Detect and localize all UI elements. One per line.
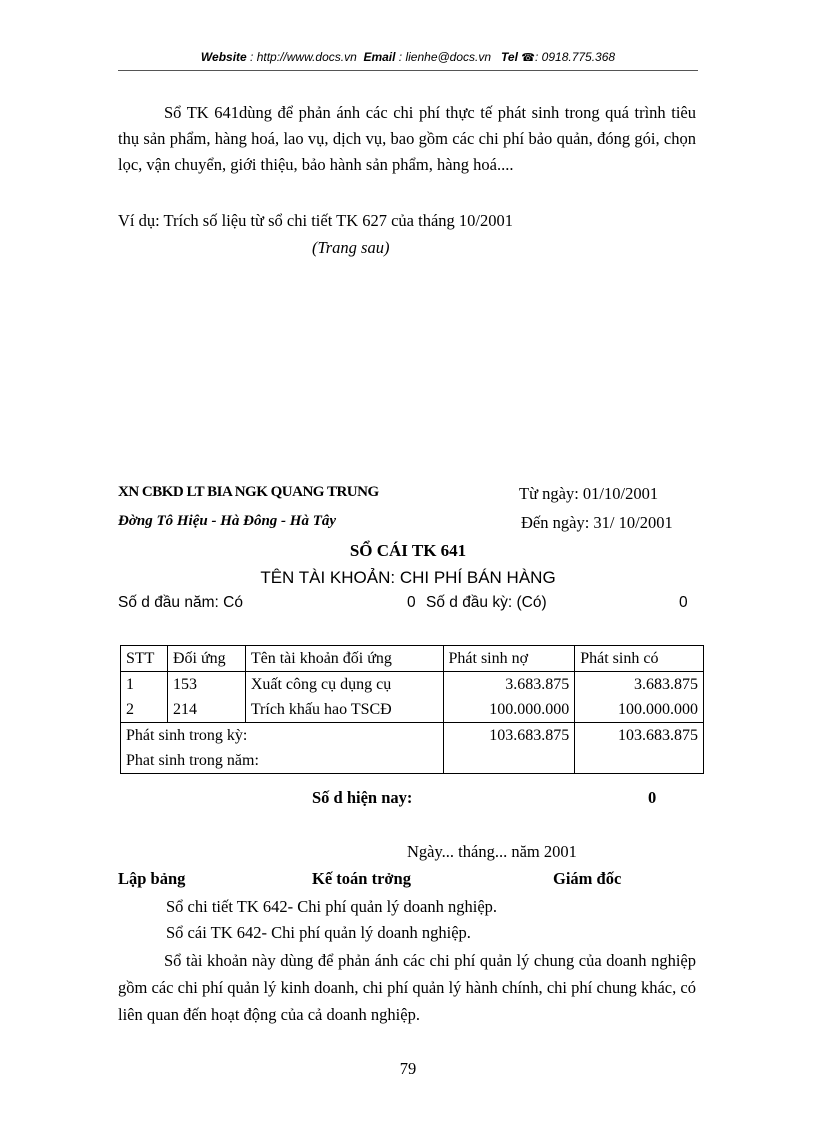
table-header-row [121, 646, 704, 672]
header-account-name: Tên tài khoản đối ứng [245, 646, 443, 672]
year-total-debit [443, 748, 575, 774]
year-total-credit [575, 748, 704, 774]
year-total-label: Phat sinh trong năm: [121, 748, 444, 774]
opening-year-value: 0 [407, 594, 416, 611]
tel-label: Tel [501, 50, 518, 64]
intro-paragraph: Sổ TK 641dùng để phản ánh các chi phí thực tế phát sinh trong quá trình tiêu thụ sản phẩm, hàng hoá, lao vụ, dịch vụ, bao gồm các chi phí bảo quản, đóng gói, chọn lọc, vận chuyển, giới thiệu, bảo hành sản phẩm, hàng hoá.... [118, 103, 696, 174]
company-name: XN CBKD LT BIA NGK QUANG TRUNG [118, 484, 379, 500]
row-account-name: Trích khấu hao TSCĐ [245, 697, 443, 723]
closing-line-1: Sổ chi tiết TK 642- Chi phí quản lý doanh nghiệp. [166, 897, 498, 916]
account-name: TÊN TÀI KHOẢN: CHI PHÍ BÁN HÀNG [260, 568, 556, 587]
closing-line-2: Sổ cái TK 642- Chi phí quản lý doanh nghiệp. [166, 923, 471, 942]
closing-paragraph: Sổ tài khoản này dùng để phản ánh các chi phí quản lý chung của doanh nghiệp gồm các chi phí quản lý kinh doanh, chi phí quản lý hành chính, chi phí chung khác, có liên quan đến hoạt động của cả doanh nghiệp. [118, 951, 696, 1024]
row-counter-account: 214 [167, 697, 245, 723]
period-total-debit: 103.683.875 [443, 723, 575, 749]
table-row [121, 697, 704, 723]
table-row [121, 672, 704, 698]
header-counter-account: Đối ứng [167, 646, 245, 672]
header-credit: Phát sinh có [575, 646, 704, 672]
website-value: : http://www.docs.vn [250, 50, 357, 64]
ledger-title: SỔ CÁI TK 641 [349, 541, 467, 560]
row-credit: 3.683.875 [575, 672, 704, 698]
from-date: Từ ngày: 01/10/2001 [519, 484, 659, 503]
next-page-note: (Trang sau) [312, 238, 390, 257]
header-debit: Phát sinh nợ [443, 646, 575, 672]
website-label: Website [200, 50, 247, 64]
opening-period-value: 0 [679, 594, 688, 611]
row-credit: 100.000.000 [575, 697, 704, 723]
header-divider [118, 70, 698, 71]
row-counter-account: 153 [167, 672, 245, 698]
prepared-by: Lập bảng [118, 869, 186, 888]
balance-value: 0 [648, 788, 657, 807]
director: Giám đốc [553, 869, 622, 888]
company-address: Đờng Tô Hiệu - Hà Đông - Hà Tây [118, 513, 337, 529]
period-total-credit: 103.683.875 [575, 723, 704, 749]
year-total-row [121, 748, 704, 774]
to-date: Đến ngày: 31/ 10/2001 [521, 513, 673, 532]
row-debit: 100.000.000 [443, 697, 575, 723]
row-debit: 3.683.875 [443, 672, 575, 698]
email-label: Email [363, 50, 396, 64]
ledger-table [120, 645, 704, 774]
balance-label: Số d hiện nay: [312, 788, 413, 807]
email-value: : lienhe@docs.vn [398, 50, 492, 64]
tel-value: : 0918.775.368 [535, 50, 616, 64]
phone-icon: ☎ [521, 52, 535, 64]
page-header [118, 50, 698, 64]
opening-year-label: Số d đầu năm: Có [118, 594, 243, 611]
header-stt: STT [121, 646, 168, 672]
period-total-row [121, 723, 704, 749]
row-stt: 2 [121, 697, 168, 723]
example-line: Ví dụ: Trích số liệu từ sổ chi tiết TK 627 của tháng 10/2001 [118, 211, 513, 230]
row-stt: 1 [121, 672, 168, 698]
signature-date: Ngày... tháng... năm 2001 [407, 842, 577, 861]
period-total-label: Phát sinh trong kỳ: [121, 723, 444, 749]
row-account-name: Xuất công cụ dụng cụ [245, 672, 443, 698]
accountant: Kế toán trởng [312, 869, 411, 888]
opening-period-label: Số d đầu kỳ: (Có) [426, 594, 547, 611]
page-number: 79 [399, 1059, 417, 1078]
